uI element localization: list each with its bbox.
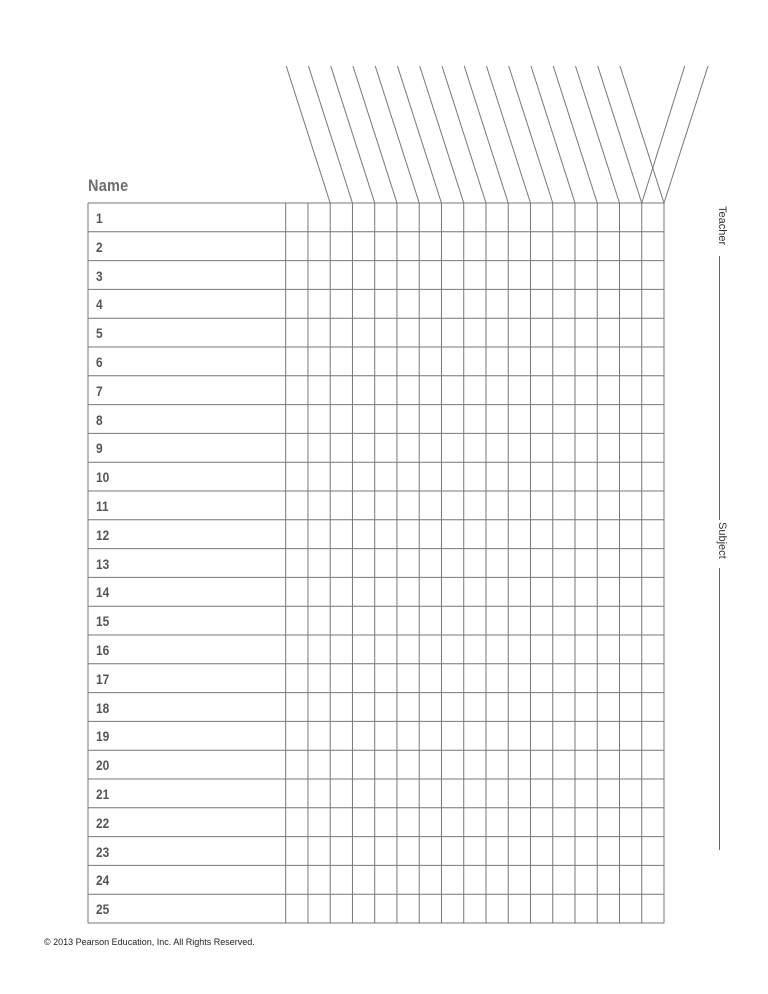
row-number: 20: [96, 757, 110, 774]
column-header-slant: [397, 66, 441, 203]
row-number: 2: [96, 238, 103, 255]
column-header-slant: [620, 66, 664, 203]
column-header-slant: [553, 66, 597, 203]
column-header-slant: [509, 66, 553, 203]
row-number: 18: [96, 699, 110, 716]
row-number: 11: [96, 498, 109, 514]
row-number: 21: [96, 786, 110, 802]
row-number: 23: [96, 843, 110, 860]
column-header-slant: [664, 66, 708, 203]
column-header-slant: [286, 66, 330, 203]
subject-label: Subject: [716, 522, 728, 559]
column-header-slant: [486, 66, 530, 203]
column-header-slant: [375, 66, 419, 203]
teacher-line[interactable]: [719, 256, 720, 520]
row-number: 6: [96, 354, 103, 370]
column-header-slant: [531, 66, 575, 203]
row-number: 15: [96, 613, 110, 630]
row-number: 16: [96, 642, 110, 658]
teacher-label: Teacher: [716, 206, 728, 246]
row-number: 10: [96, 469, 110, 486]
column-header-slant: [575, 66, 619, 203]
row-number: 22: [96, 814, 110, 831]
row-number: 12: [96, 526, 110, 543]
row-number: 13: [96, 555, 110, 572]
row-number: 5: [96, 325, 103, 342]
column-header-slant: [353, 66, 397, 203]
row-number: 19: [96, 728, 110, 745]
row-number: 9: [96, 440, 103, 457]
name-column-header: Name: [88, 176, 129, 195]
row-number: 4: [96, 296, 103, 313]
row-number: 14: [96, 584, 110, 601]
column-header-slant: [598, 66, 642, 203]
column-header-slant: [331, 66, 375, 203]
column-header-slant: [642, 66, 685, 203]
row-number: 8: [96, 411, 103, 428]
copyright-notice: © 2013 Pearson Education, Inc. All Rights Reserved.: [44, 937, 255, 947]
row-number: 7: [96, 382, 103, 399]
row-number: 1: [96, 210, 103, 226]
column-header-slant: [308, 66, 352, 203]
subject-line[interactable]: [719, 568, 720, 850]
row-number: 25: [96, 901, 110, 918]
column-header-slant: [420, 66, 464, 203]
column-header-slant: [442, 66, 486, 203]
row-number: 24: [96, 872, 110, 889]
row-number: 3: [96, 267, 103, 284]
row-number: 17: [96, 670, 110, 687]
column-header-slant: [464, 66, 508, 203]
